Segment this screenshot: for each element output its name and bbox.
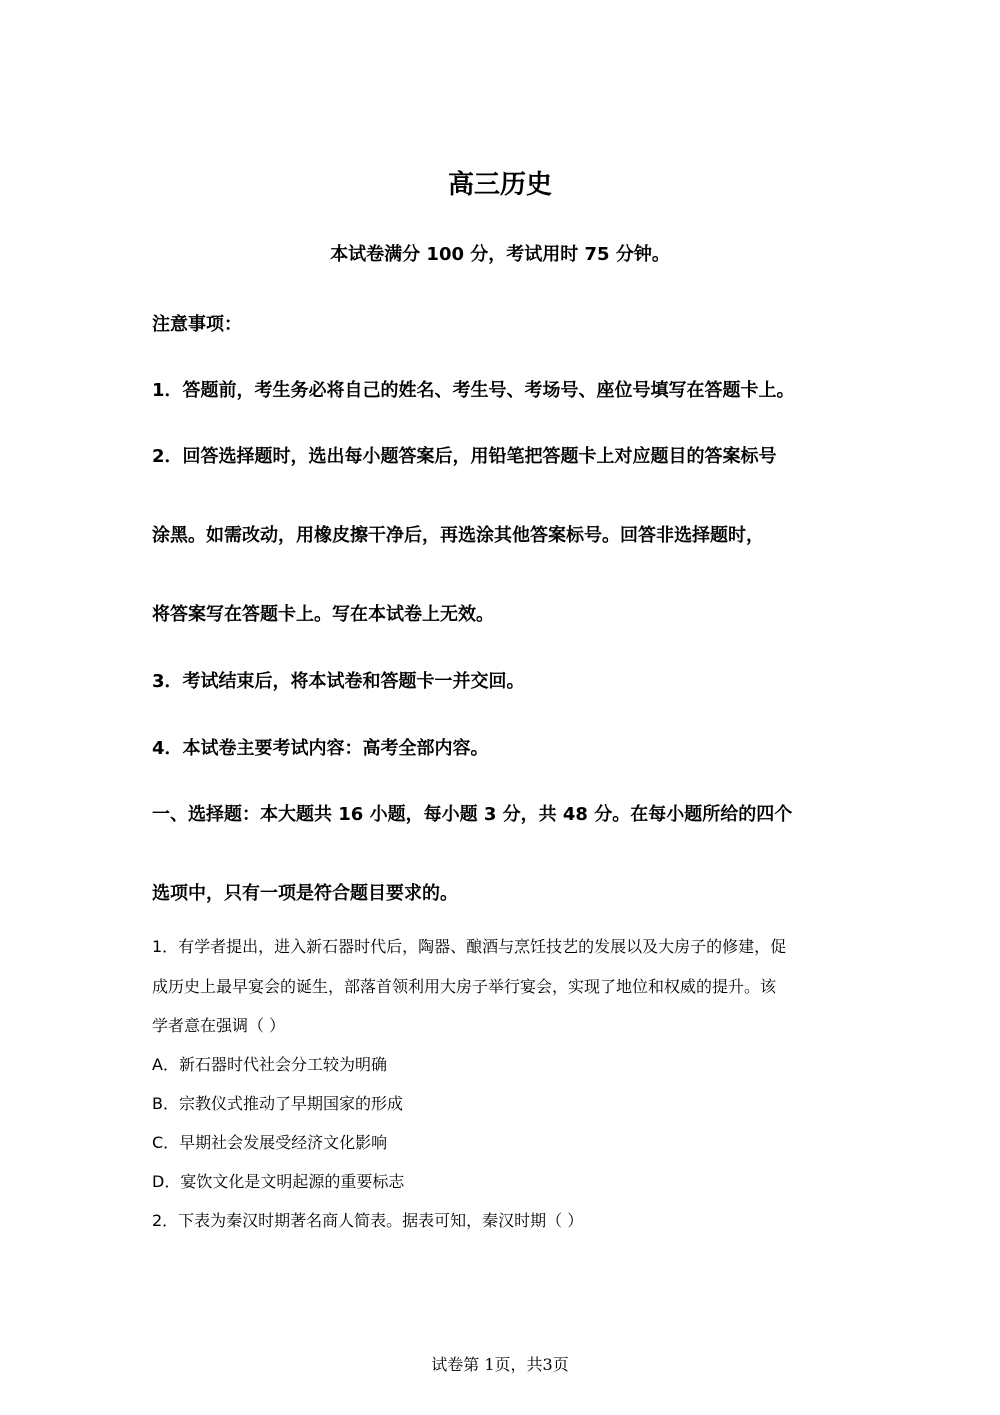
notice-line-4: 将答案写在答题卡上。写在本试卷上无效。 (152, 604, 494, 625)
section-heading-line-2: 选项中，只有一项是符合题目要求的。 (152, 883, 458, 904)
notice-line-5: 3．考试结束后，将本试卷和答题卡一并交回。 (152, 671, 525, 692)
page-footer: 试卷第 1页，共3页 (431, 1355, 569, 1374)
question-1-stem-line-1: 1．有学者提出，进入新石器时代后，陶器、酿酒与烹饪技艺的发展以及大房子的修建，促 (152, 937, 787, 956)
notice-line-2: 2．回答选择题时，选出每小题答案后，用铅笔把答题卡上对应题目的答案标号 (152, 446, 777, 467)
question-1-stem-line-3: 学者意在强调（ ） (152, 1016, 286, 1035)
exam-info: 本试卷满分 100 分，考试用时 75 分钟。 (330, 244, 670, 265)
question-1-stem-line-2: 成历史上最早宴会的诞生，部落首领利用大房子举行宴会，实现了地位和权威的提升。该 (152, 977, 777, 996)
question-1-option-d: D．宴饮文化是文明起源的重要标志 (152, 1172, 405, 1191)
notice-line-3: 涂黑。如需改动，用橡皮擦干净后，再选涂其他答案标号。回答非选择题时， (152, 525, 764, 546)
question-2-stem-line-1: 2．下表为秦汉时期著名商人简表。据表可知，秦汉时期（ ） (152, 1211, 584, 1230)
question-1-option-c: C．早期社会发展受经济文化影响 (152, 1133, 388, 1152)
question-1-option-b: B．宗教仪式推动了早期国家的形成 (152, 1094, 403, 1113)
page-title: 高三历史 (447, 170, 552, 200)
question-1-option-a: A．新石器时代社会分工较为明确 (152, 1055, 387, 1074)
notice-heading: 注意事项： (152, 314, 242, 335)
notice-line-6: 4．本试卷主要考试内容：高考全部内容。 (152, 738, 489, 759)
notice-line-1: 1．答题前，考生务必将自己的姓名、考生号、考场号、座位号填写在答题卡上。 (152, 380, 795, 401)
section-heading-line-1: 一、选择题：本大题共 16 小题，每小题 3 分，共 48 分。在每小题所给的四个 (152, 804, 793, 825)
